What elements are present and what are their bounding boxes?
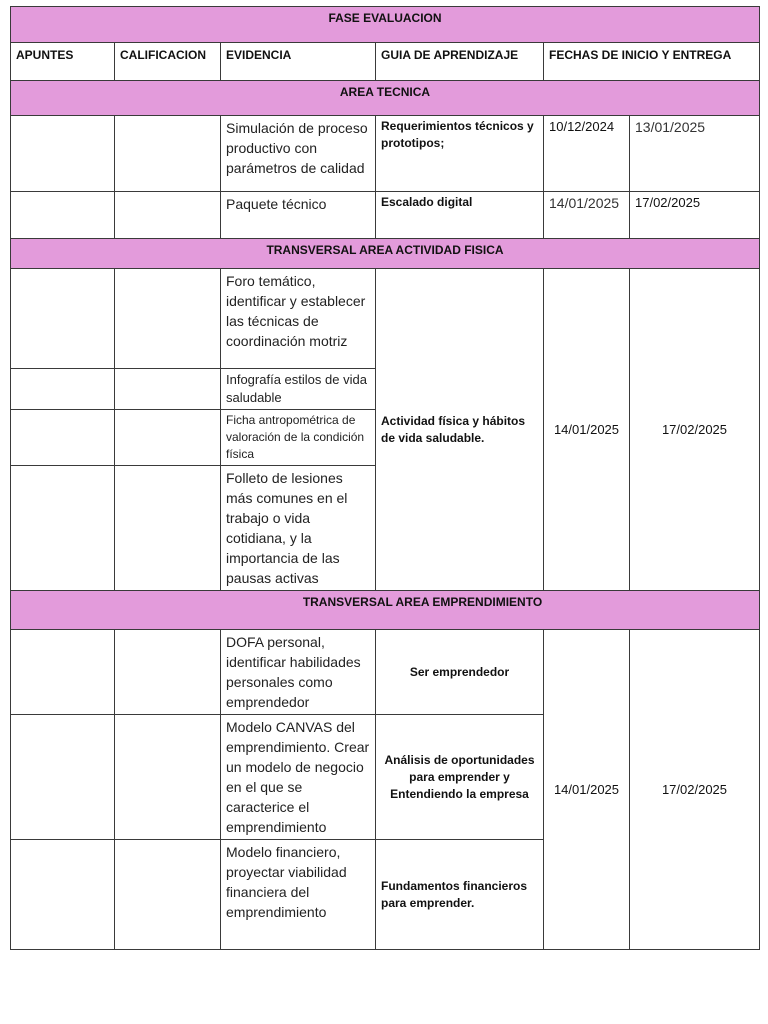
calificacion-cell <box>115 840 221 950</box>
section-tecnica-row <box>11 81 760 116</box>
evidencia-cell: Modelo financiero, proyectar viabilidad financiera del emprendimiento <box>221 840 376 950</box>
apuntes-cell <box>11 269 115 369</box>
calificacion-cell <box>115 369 221 410</box>
guia-cell: Requerimientos técnicos y prototipos; <box>376 116 544 192</box>
table-row <box>11 630 760 715</box>
evidencia-cell: Paquete técnico <box>221 192 376 239</box>
col-apuntes: APUNTES <box>11 43 115 81</box>
apuntes-cell <box>11 116 115 192</box>
apuntes-cell <box>11 410 115 466</box>
section-tecnica-title: AREA TECNICA <box>11 81 760 116</box>
calificacion-cell <box>115 269 221 369</box>
calificacion-cell <box>115 630 221 715</box>
start-date: 14/01/2025 <box>544 192 630 239</box>
calificacion-cell <box>115 410 221 466</box>
calificacion-cell <box>115 116 221 192</box>
apuntes-cell <box>11 840 115 950</box>
guia-cell: Fundamentos financieros para emprender. <box>376 840 544 950</box>
apuntes-cell <box>11 630 115 715</box>
col-evidencia: EVIDENCIA <box>221 43 376 81</box>
guia-cell: Análisis de oportunidades para emprender y Entendiendo la empresa <box>376 715 544 840</box>
start-date: 14/01/2025 <box>544 630 630 950</box>
section-emprendimiento-row <box>11 591 760 630</box>
evidencia-cell: Infografía estilos de vida saludable <box>221 369 376 410</box>
section-fisica-row <box>11 239 760 269</box>
evidencia-cell: Simulación de proceso productivo con parámetros de calidad <box>221 116 376 192</box>
start-date: 14/01/2025 <box>544 269 630 591</box>
end-date: 13/01/2025 <box>630 116 760 192</box>
evaluation-table <box>10 6 760 950</box>
evidencia-cell: Foro temático, identificar y establecer las técnicas de coordinación motriz <box>221 269 376 369</box>
evidencia-cell: Ficha antropométrica de valoración de la condición física <box>221 410 376 466</box>
phase-title-row <box>11 7 760 43</box>
calificacion-cell <box>115 192 221 239</box>
end-date: 17/02/2025 <box>630 269 760 591</box>
col-guia: GUIA DE APRENDIZAJE <box>376 43 544 81</box>
phase-title: FASE EVALUACION <box>11 7 760 43</box>
evidencia-cell: DOFA personal, identificar habilidades personales como emprendedor <box>221 630 376 715</box>
evidencia-cell: Modelo CANVAS del emprendimiento. Crear un modelo de negocio en el que se caracterice el emprendimiento <box>221 715 376 840</box>
guia-cell: Escalado digital <box>376 192 544 239</box>
start-date: 10/12/2024 <box>544 116 630 192</box>
section-fisica-title: TRANSVERSAL AREA ACTIVIDAD FISICA <box>11 239 760 269</box>
end-date: 17/02/2025 <box>630 630 760 950</box>
apuntes-cell <box>11 466 115 591</box>
guia-cell: Ser emprendedor <box>376 630 544 715</box>
col-calificacion: CALIFICACION <box>115 43 221 81</box>
column-header-row <box>11 43 760 81</box>
apuntes-cell <box>11 192 115 239</box>
calificacion-cell <box>115 466 221 591</box>
end-date: 17/02/2025 <box>630 192 760 239</box>
table-row <box>11 116 760 192</box>
evidencia-cell: Folleto de lesiones más comunes en el trabajo o vida cotidiana, y la importancia de las pausas activas <box>221 466 376 591</box>
table-row <box>11 192 760 239</box>
apuntes-cell <box>11 715 115 840</box>
apuntes-cell <box>11 369 115 410</box>
table-row <box>11 269 760 369</box>
section-emprendimiento-title: TRANSVERSAL AREA EMPRENDIMIENTO <box>11 591 760 630</box>
guia-cell: Actividad física y hábitos de vida saludable. <box>376 269 544 591</box>
calificacion-cell <box>115 715 221 840</box>
col-fechas: FECHAS DE INICIO Y ENTREGA <box>544 43 760 81</box>
